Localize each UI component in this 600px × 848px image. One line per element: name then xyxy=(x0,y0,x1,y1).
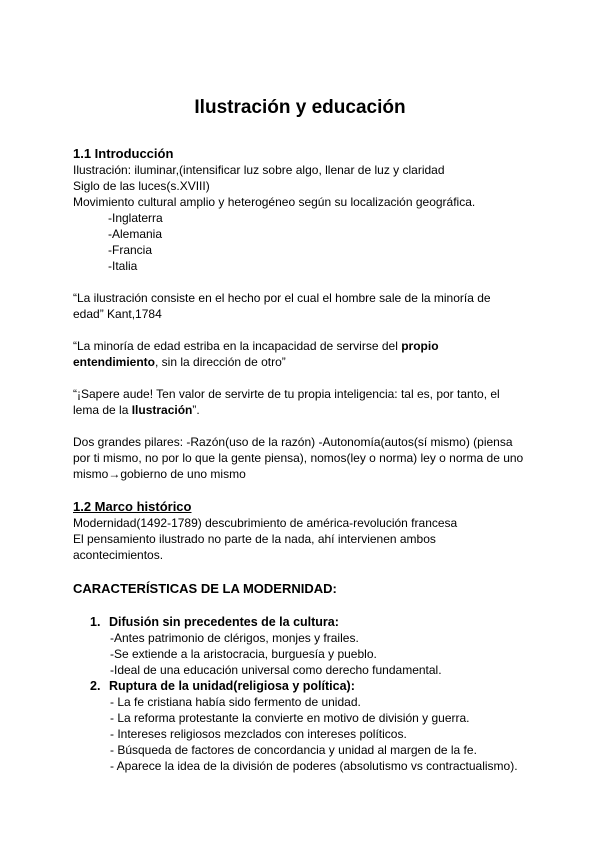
marco-line: acontecimientos. xyxy=(73,548,164,562)
sapere-text: ”. xyxy=(192,403,200,417)
minoria-bold: propio xyxy=(401,339,439,353)
marco-line: Modernidad(1492-1789) descubrimiento de américa-revolución francesa xyxy=(73,516,458,530)
list-title-text: Ruptura de la unidad(religiosa y política): xyxy=(109,679,355,693)
kant-quote-line: edad” Kant,1784 xyxy=(73,307,162,321)
country-item: -Inglaterra xyxy=(108,211,163,225)
marco-heading: 1.2 Marco histórico xyxy=(73,499,192,514)
list-number: 2. xyxy=(90,679,101,693)
country-item: -Alemania xyxy=(108,227,163,241)
pilares-line: mismo→gobierno de uno mismo xyxy=(73,467,246,481)
list-item-title xyxy=(90,614,550,630)
list-number: 1. xyxy=(90,615,101,629)
sapere-bold: Ilustración xyxy=(131,403,193,417)
list-subitem: - Búsqueda de factores de concordancia y unidad al margen de la fe. xyxy=(110,743,477,757)
list-subitem: -Antes patrimonio de clérigos, monjes y frailes. xyxy=(110,631,359,645)
list-subitem: - Aparece la idea de la división de poderes (absolutismo vs contractualismo). xyxy=(110,759,518,773)
intro-section xyxy=(73,146,543,274)
list-subitem: - La reforma protestante la convierte en motivo de división y guerra. xyxy=(110,711,470,725)
kant-quote-line: “La ilustración consiste en el hecho por el cual el hombre sale de la minoría de xyxy=(73,291,491,305)
pilares-paragraph xyxy=(73,434,543,482)
list-item-title xyxy=(90,678,550,694)
minoria-line xyxy=(73,354,543,370)
minoria-text: , sin la dirección de otro” xyxy=(155,355,286,369)
minoria-text: “La minoría de edad estriba en la incapacidad de servirse del xyxy=(73,339,402,353)
intro-line: Siglo de las luces(s.XVIII) xyxy=(73,179,210,193)
pilares-line: Dos grandes pilares: -Razón(uso de la razón) -Autonomía(autos(sí mismo) (piensa xyxy=(73,435,513,449)
intro-line: Ilustración: iluminar,(intensificar luz sobre algo, llenar de luz y claridad xyxy=(73,163,445,177)
caracteristicas-list xyxy=(90,614,550,774)
minoria-paragraph xyxy=(73,338,543,370)
caracteristicas-heading: CARACTERÍSTICAS DE LA MODERNIDAD: xyxy=(73,581,337,596)
marco-line: El pensamiento ilustrado no parte de la nada, ahí intervienen ambos xyxy=(73,532,436,546)
country-item: -Italia xyxy=(108,259,138,273)
country-item: -Francia xyxy=(108,243,153,257)
intro-heading: 1.1 Introducción xyxy=(73,146,174,161)
list-title-text: Difusión sin precedentes de la cultura: xyxy=(109,615,339,629)
sapere-line xyxy=(73,402,543,418)
list-subitem: - Intereses religiosos mezclados con intereses políticos. xyxy=(110,727,407,741)
list-subitem: -Ideal de una educación universal como derecho fundamental. xyxy=(110,663,442,677)
list-subitem: - La fe cristiana había sido fermento de unidad. xyxy=(110,695,361,709)
minoria-bold: entendimiento xyxy=(73,355,156,369)
sapere-paragraph xyxy=(73,386,543,418)
document-title: Ilustración y educación xyxy=(194,97,406,118)
sapere-line: “¡Sapere aude! Ten valor de servirte de tu propia inteligencia: tal es, por tanto, el xyxy=(73,387,500,401)
caracteristicas-heading-wrap xyxy=(73,581,543,597)
marco-section xyxy=(73,499,543,563)
sapere-text: lema de la xyxy=(73,403,132,417)
kant-quote xyxy=(73,290,543,322)
intro-line: Movimiento cultural amplio y heterogéneo según su localización geográfica. xyxy=(73,195,476,209)
minoria-line xyxy=(73,338,543,354)
list-subitem: -Se extiende a la aristocracia, burguesía y pueblo. xyxy=(110,647,377,661)
pilares-line: por ti mismo, no por lo que la gente piensa), nomos(ley o norma) ley o norma de uno xyxy=(73,451,524,465)
